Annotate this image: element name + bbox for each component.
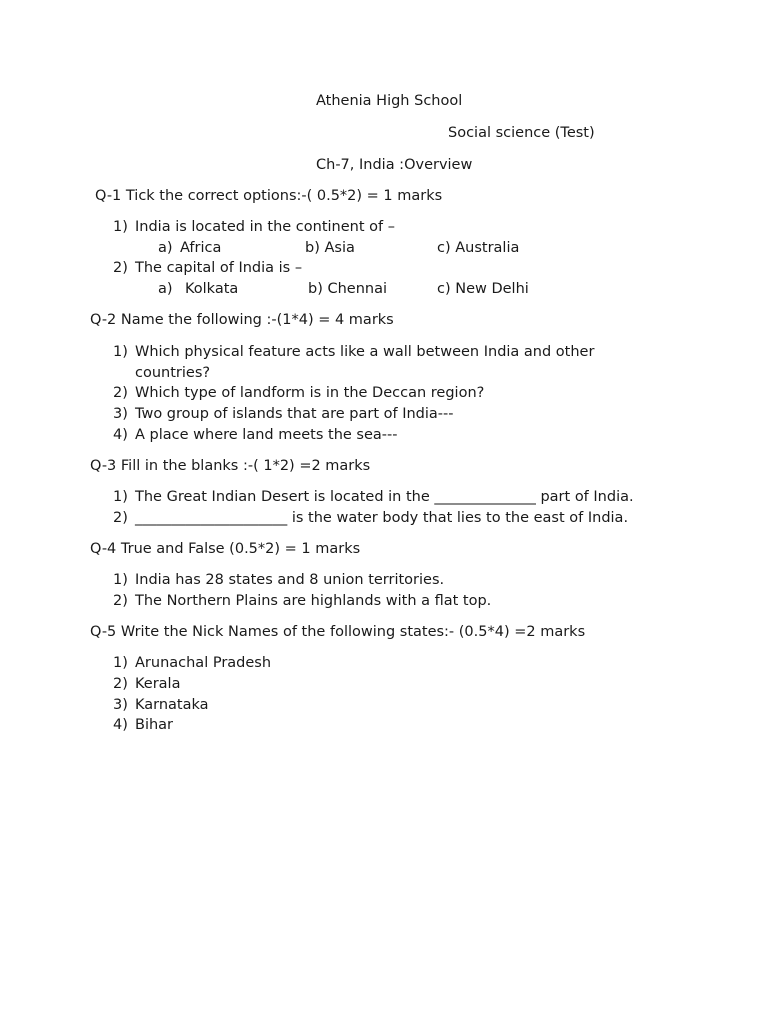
- q4-heading: Q-4 True and False (0.5*2) = 1 marks: [90, 541, 361, 557]
- q4-item-1-text: India has 28 states and 8 union territories.: [135, 572, 445, 588]
- q1-item-2-number: 2): [113, 260, 128, 276]
- q1-item-2-text: The capital of India is –: [135, 260, 303, 276]
- subject-title: Social science (Test): [448, 125, 595, 141]
- q1-item-2-option-c: c) New Delhi: [437, 281, 529, 297]
- q5-item-4-number: 4): [113, 717, 128, 733]
- q1-item-2-option-a: Kolkata: [185, 281, 239, 297]
- q5-item-3-text: Karnataka: [135, 697, 209, 713]
- q1-item-1-option-c: c) Australia: [437, 240, 520, 256]
- q5-item-2-number: 2): [113, 676, 128, 692]
- q3-item-2-text: _____________________ is the water body that lies to the east of India.: [135, 510, 629, 526]
- q3-item-1-number: 1): [113, 489, 128, 505]
- school-name: Athenia High School: [316, 93, 463, 109]
- q5-item-2-text: Kerala: [135, 676, 181, 692]
- q5-item-3-number: 3): [113, 697, 128, 713]
- q2-item-4-text: A place where land meets the sea---: [135, 427, 398, 443]
- q2-item-1-text: Which physical feature acts like a wall between India and other: [135, 344, 595, 360]
- q4-item-1-number: 1): [113, 572, 128, 588]
- q5-item-1-number: 1): [113, 655, 128, 671]
- q4-item-2-text: The Northern Plains are highlands with a flat top.: [135, 593, 492, 609]
- q3-item-1-text: The Great Indian Desert is located in the ______________ part of India.: [135, 489, 634, 505]
- q2-item-3-number: 3): [113, 406, 128, 422]
- q1-item-1-number: 1): [113, 219, 128, 235]
- q3-heading: Q-3 Fill in the blanks :-( 1*2) =2 marks: [90, 458, 371, 474]
- q5-heading: Q-5 Write the Nick Names of the following states:- (0.5*4) =2 marks: [90, 624, 586, 640]
- q1-item-2-option-a-label: a): [158, 281, 173, 297]
- q2-item-4-number: 4): [113, 427, 128, 443]
- q1-item-1-option-a: Africa: [180, 240, 222, 256]
- q1-item-2-option-b: b) Chennai: [308, 281, 387, 297]
- q1-item-1-option-b: b) Asia: [305, 240, 355, 256]
- q2-item-1-number: 1): [113, 344, 128, 360]
- q2-heading: Q-2 Name the following :-(1*4) = 4 marks: [90, 312, 394, 328]
- chapter-title: Ch-7, India :Overview: [316, 157, 473, 173]
- q1-heading: Q-1 Tick the correct options:-( 0.5*2) = 1 marks: [95, 188, 443, 204]
- q2-item-3-text: Two group of islands that are part of India---: [135, 406, 454, 422]
- q3-item-2-number: 2): [113, 510, 128, 526]
- q1-item-1-text: India is located in the continent of –: [135, 219, 395, 235]
- q2-item-1-text-continued: countries?: [135, 365, 211, 381]
- q2-item-2-text: Which type of landform is in the Deccan region?: [135, 385, 485, 401]
- q2-item-2-number: 2): [113, 385, 128, 401]
- q5-item-4-text: Bihar: [135, 717, 174, 733]
- q1-item-1-option-a-label: a): [158, 240, 173, 256]
- q5-item-1-text: Arunachal Pradesh: [135, 655, 272, 671]
- q4-item-2-number: 2): [113, 593, 128, 609]
